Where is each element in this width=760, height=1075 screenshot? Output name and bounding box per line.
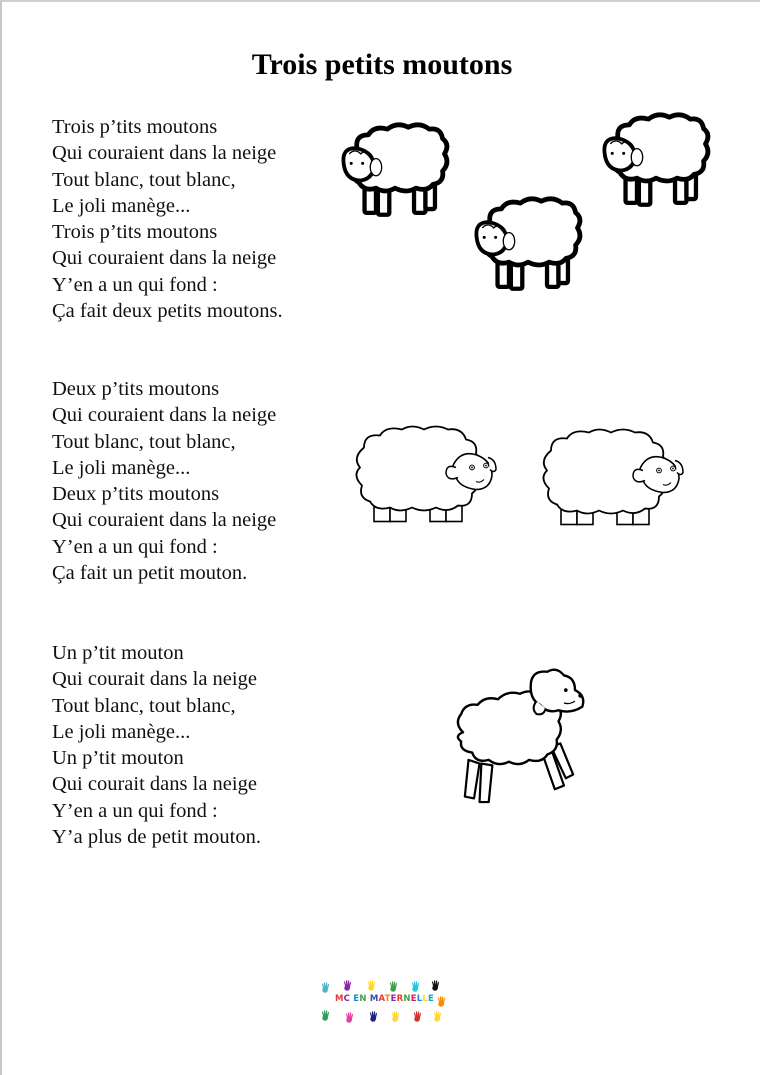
verse-line: Ça fait deux petits moutons.: [52, 300, 283, 323]
handprint-icon: [321, 1010, 330, 1021]
verse-line: Qui couraient dans la neige: [52, 142, 277, 165]
sheep-illustration-4: [350, 422, 498, 525]
handprint-icon: [431, 980, 440, 991]
handprint-icon: [345, 1012, 354, 1023]
verse-1: [52, 114, 283, 324]
handprint-icon: [411, 981, 420, 992]
verse-line: Qui couraient dans la neige: [52, 404, 277, 427]
verse-line: Tout blanc, tout blanc,: [52, 694, 236, 717]
verse-line: Deux p’tits moutons: [52, 483, 220, 506]
verse-line: Qui couraient dans la neige: [52, 247, 277, 270]
sheep-illustration-5: [537, 425, 685, 528]
verse-line: Qui courait dans la neige: [52, 773, 257, 796]
verse-line: Y’a plus de petit mouton.: [52, 826, 261, 849]
handprint-icon: [437, 996, 446, 1007]
handprint-icon: [343, 980, 352, 991]
handprint-icon: [321, 982, 330, 993]
verse-line: Le joli manège...: [52, 720, 191, 743]
verse-line: Deux p’tits moutons: [52, 378, 220, 400]
handprint-icon: [389, 981, 398, 992]
sheep-illustration-1: [336, 120, 454, 222]
sheep-illustration-2: [469, 194, 587, 296]
handprint-icon: [367, 980, 376, 991]
sheep-illustration-3: [597, 110, 715, 212]
verse-line: Trois p’tits moutons: [52, 221, 218, 244]
verse-line: Le joli manège...: [52, 456, 191, 479]
handprint-icon: [433, 1011, 442, 1022]
verse-line: Y’en a un qui fond :: [52, 535, 218, 558]
verse-line: Trois p’tits moutons: [52, 116, 218, 138]
verse-line: Qui courait dans la neige: [52, 668, 257, 691]
mc-en-maternelle-logo: [315, 980, 449, 1026]
verse-2: [52, 376, 276, 586]
handprint-icon: [391, 1011, 400, 1022]
verse-line: Qui couraient dans la neige: [52, 509, 277, 532]
verse-3: [52, 640, 261, 850]
handprint-icon: [369, 1011, 378, 1022]
verse-line: Y’en a un qui fond :: [52, 273, 218, 296]
verse-line: Tout blanc, tout blanc,: [52, 168, 236, 191]
verse-line: Un p’tit mouton: [52, 747, 184, 770]
verse-line: Tout blanc, tout blanc,: [52, 430, 236, 453]
verse-line: Ça fait un petit mouton.: [52, 562, 248, 585]
verse-line: Le joli manège...: [52, 194, 191, 217]
logo-text: MC EN MATERNELLE: [335, 994, 434, 1004]
page-title: Trois petits moutons: [251, 48, 513, 81]
lamb-illustration: [452, 662, 586, 810]
handprint-icon: [413, 1011, 422, 1022]
verse-line: Un p’tit mouton: [52, 642, 184, 664]
verse-line: Y’en a un qui fond :: [52, 799, 218, 822]
